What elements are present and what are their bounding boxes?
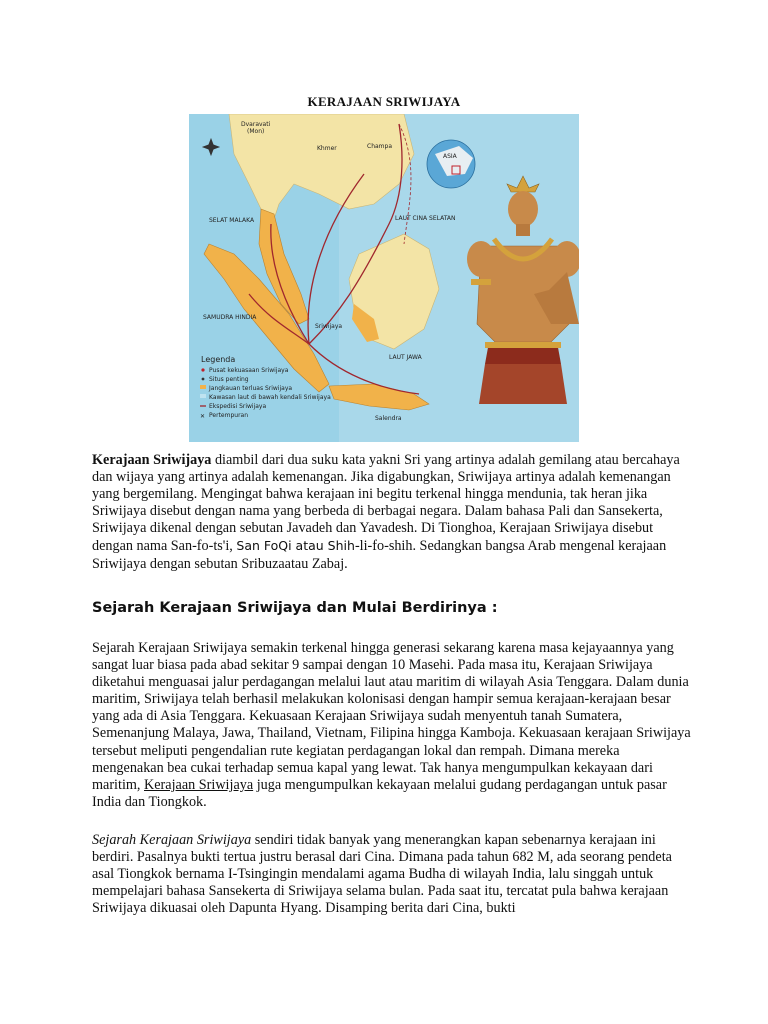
map-label-mon: (Mon) xyxy=(247,128,265,135)
legend-item: Pusat kekuasaan Sriwijaya xyxy=(209,367,289,374)
map-label-sriwijaya: Sriwijaya xyxy=(315,323,343,330)
history-text-2: juga mengumpulkan kekayaan melalui gudang perdagangan untuk pasar India dan Tiongkok. xyxy=(92,776,667,810)
king-head xyxy=(508,191,538,227)
section-heading: Sejarah Kerajaan Sriwijaya dan Mulai Berdirinya : xyxy=(92,600,498,616)
map-label-samudra-hindia: SAMUDRA HINDIA xyxy=(203,314,257,321)
intro-text-sans: San FoQi atau Shih xyxy=(236,538,355,554)
kerajaan-sriwijaya-link[interactable]: Kerajaan Sriwijaya xyxy=(144,776,254,793)
history-text-1: Sejarah Kerajaan Sriwijaya semakin terkenal hingga generasi sekarang karena masa kejayaannya yang sangat luar biasa pada abad sekitar 9 sampai dengan 10 Masehi. Pada masa itu, Kerajaan Sriwijaya diketahui menguasai jalur perdagangan melalui laut atau maritim di wilayah Asia Tenggara. Dalam dunia maritim, Sriwijaya telah berhasil melakukan kolonisasi dengan hampir semua kerajaan-kerajaan besar yang ada di Asia Tenggara. Kekuasaan Kerajaan Sriwijaya sudah menyentuh tanah Sumatera, Semenanjung Malaya, Jawa, Thailand, Vietnam, Filipina hingga Kamboja. Kekuasaan kerajaan Sriwijaya tersebut meliputi pengendalian rute kegiatan perdagangan lokal dan rempah. Dimana mereka mengenakan bea cukai terhadap semua kapal yang lewat. Tak hanya mengumpulkan kekayaan dari maritim, xyxy=(92,640,691,793)
map-label-laut-cina-selatan: LAUT CINA SELATAN xyxy=(395,215,456,222)
intro-text-1: diambil dari dua suku kata yakni Sri yang artinya adalah gemilang atau bercahaya dan wijaya yang artinya adalah kemenangan. Jika digabungkan, Sriwijaya artinya adalah kemenangan yang bergemilang. Mengingat bahwa kerajaan ini begitu terkenal hingga mendunia, tak heran jika Sriwijaya disebut dengan nama yang berbeda di berbagai negara. Dalam bahasa Pali dan Sansekerta, Sriwijaya dikenal dengan sebutan Javadeh dan Yavadesh. Di Tionghoa, Kerajaan Sriwijaya disebut dengan nama San-fo-ts'i, xyxy=(92,452,680,555)
map-label-dvaravati: Dvaravati xyxy=(241,121,271,128)
sriwijaya-map-figure xyxy=(189,114,579,442)
legend-item: Jangkauan terluas Sriwijaya xyxy=(209,385,293,392)
legend-item: Ekspedisi Sriwijaya xyxy=(209,403,267,410)
paragraph-origin xyxy=(92,832,692,917)
legend-item: Kawasan laut di bawah kendali Sriwijaya xyxy=(209,394,331,401)
origin-italic: Sejarah Kerajaan Sriwijaya xyxy=(92,832,252,848)
legend-item: Situs penting xyxy=(209,376,249,383)
map-label-laut-jawa: LAUT JAWA xyxy=(389,354,422,361)
document-title: KERAJAAN SRIWIJAYA xyxy=(307,94,461,109)
intro-text-2: -li-fo-shih. Sedangkan bangsa Arab mengenal kerajaan Sriwijaya dengan sebutan Sribuzaatau Zabaj. xyxy=(92,538,667,572)
paragraph-history xyxy=(92,640,692,811)
intro-lead: Kerajaan Sriwijaya xyxy=(92,452,212,468)
map-label-selat-malaka: SELAT MALAKA xyxy=(209,217,255,224)
paragraph-intro xyxy=(92,452,692,573)
origin-text: sendiri tidak banyak yang menerangkan kapan sebenarnya kerajaan ini berdiri. Pasalnya bukti tertua justru berasal dari Cina. Dimana pada tahun 682 M, ada seorang pendeta asal Tiongkok bernama I-Tsingingin mendalami agama Budha di wilayah India, lalu singgah untuk mempelajari bahasa Sansekerta di Sriwijaya selama bulan. Pada saat itu, tercatat pula bahwa kerajaan Sriwijaya dikuasai oleh Dapunta Hyang. Disamping berita dari Cina, bukti xyxy=(92,832,672,917)
map-label-champa: Champa xyxy=(367,143,392,150)
svg-text:✕: ✕ xyxy=(200,413,206,420)
map-label-khmer: Khmer xyxy=(317,145,337,152)
map-label-salendra: Salendra xyxy=(375,415,402,422)
legend-title: Legenda xyxy=(201,355,236,364)
legend-item: Pertempuran xyxy=(209,412,249,419)
map-label-asia: ASIA xyxy=(443,153,457,160)
